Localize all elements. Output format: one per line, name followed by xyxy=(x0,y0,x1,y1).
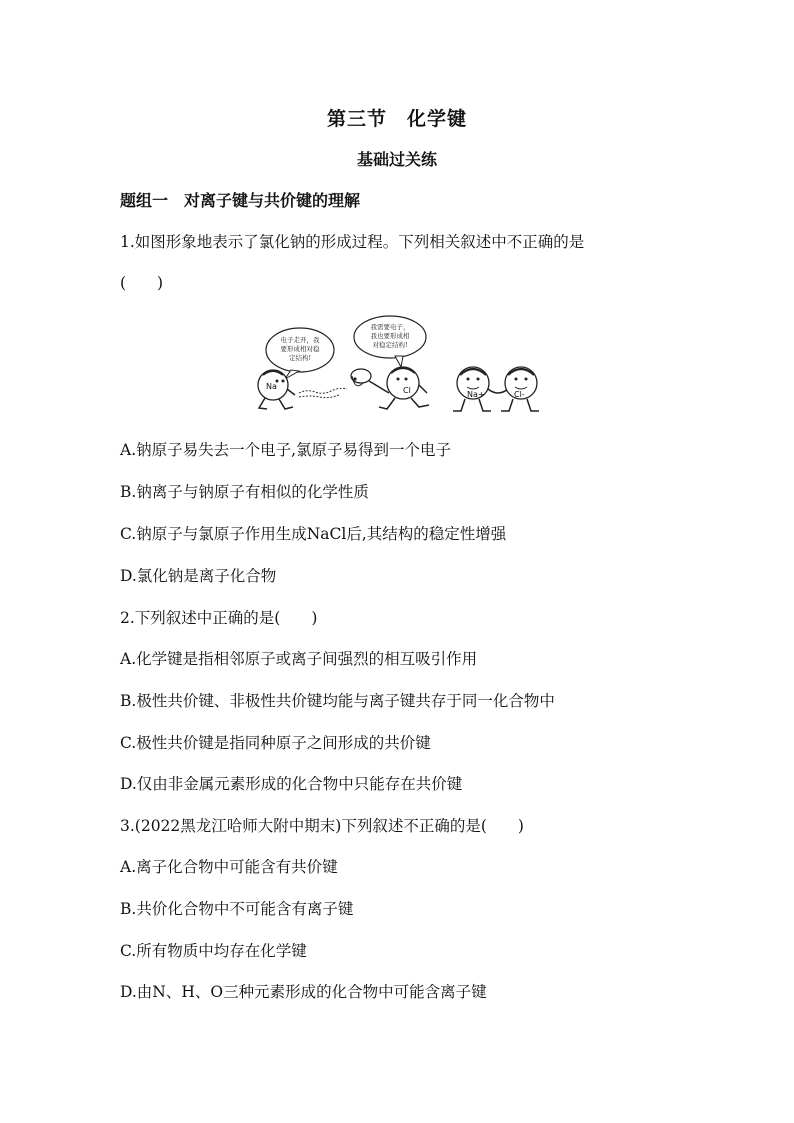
bubble-left-line-1: 电子走开，我 xyxy=(280,336,320,344)
nacl-formation-illustration xyxy=(255,313,555,418)
bubble-right-line-2: 我也要形成相 xyxy=(370,332,410,340)
question-1-stem: 1.如图形象地表示了氯化钠的形成过程。下列相关叙述中不正确的是 xyxy=(120,233,585,251)
bubble-left-line-3: 定结构! xyxy=(288,354,312,362)
joined-hands xyxy=(488,389,508,393)
chloride-ion-character xyxy=(501,367,539,411)
question-1-option-a: A.钠原子易失去一个电子,氯原子易得到一个电子 xyxy=(120,441,452,459)
group-heading: 题组一 对离子键与共价键的理解 xyxy=(120,191,361,210)
ion-label-cl: Cl- xyxy=(514,390,525,399)
butterfly-net xyxy=(351,369,389,393)
bubble-right-line-1: 我需要电子， xyxy=(370,323,410,331)
question-2-option-d: D.仅由非金属元素形成的化合物中只能存在共价键 xyxy=(120,775,463,793)
question-3-option-d: D.由N、H、O三种元素形成的化合物中可能含离子键 xyxy=(120,983,487,1001)
sodium-ion-character xyxy=(453,367,491,411)
atom-label-cl: Cl xyxy=(403,386,411,395)
bubble-right-line-3: 对稳定结构! xyxy=(372,341,408,349)
page-title: 第三节 化学键 xyxy=(326,108,467,130)
question-3-option-b: B.共价化合物中不可能含有离子键 xyxy=(120,900,354,918)
question-2-option-c: C.极性共价键是指同种原子之间形成的共价键 xyxy=(120,734,431,752)
question-1-option-d: D.氯化钠是离子化合物 xyxy=(120,567,277,585)
speech-bubble-right xyxy=(354,316,426,367)
question-1-answer-blank: ( ) xyxy=(120,274,164,292)
ion-label-na: Na+ xyxy=(467,390,485,399)
chlorine-atom-character xyxy=(379,367,429,409)
question-2-option-b: B.极性共价键、非极性共价键均能与离子键共存于同一化合物中 xyxy=(120,692,555,710)
question-2-option-a: A.化学键是指相邻原子或离子间强烈的相互吸引作用 xyxy=(120,650,478,668)
question-1-option-b: B.钠离子与钠原子有相似的化学性质 xyxy=(120,483,369,501)
nacl-cartoon-svg xyxy=(255,313,555,418)
question-3-option-a: A.离子化合物中可能含有共价键 xyxy=(120,858,338,876)
section-subtitle: 基础过关练 xyxy=(356,150,437,169)
question-3-stem: 3.(2022黑龙江哈师大附中期末)下列叙述不正确的是( ) xyxy=(120,817,524,835)
question-1-option-c: C.钠原子与氯原子作用生成NaCl后,其结构的稳定性增强 xyxy=(120,525,507,543)
atom-label-na: Na xyxy=(266,382,277,391)
question-2-stem: 2.下列叙述中正确的是( ) xyxy=(120,609,318,627)
bubble-left-line-2: 要形成相对稳 xyxy=(280,345,320,353)
electron-motion-lines xyxy=(299,388,347,397)
question-3-option-c: C.所有物质中均存在化学键 xyxy=(120,942,307,960)
